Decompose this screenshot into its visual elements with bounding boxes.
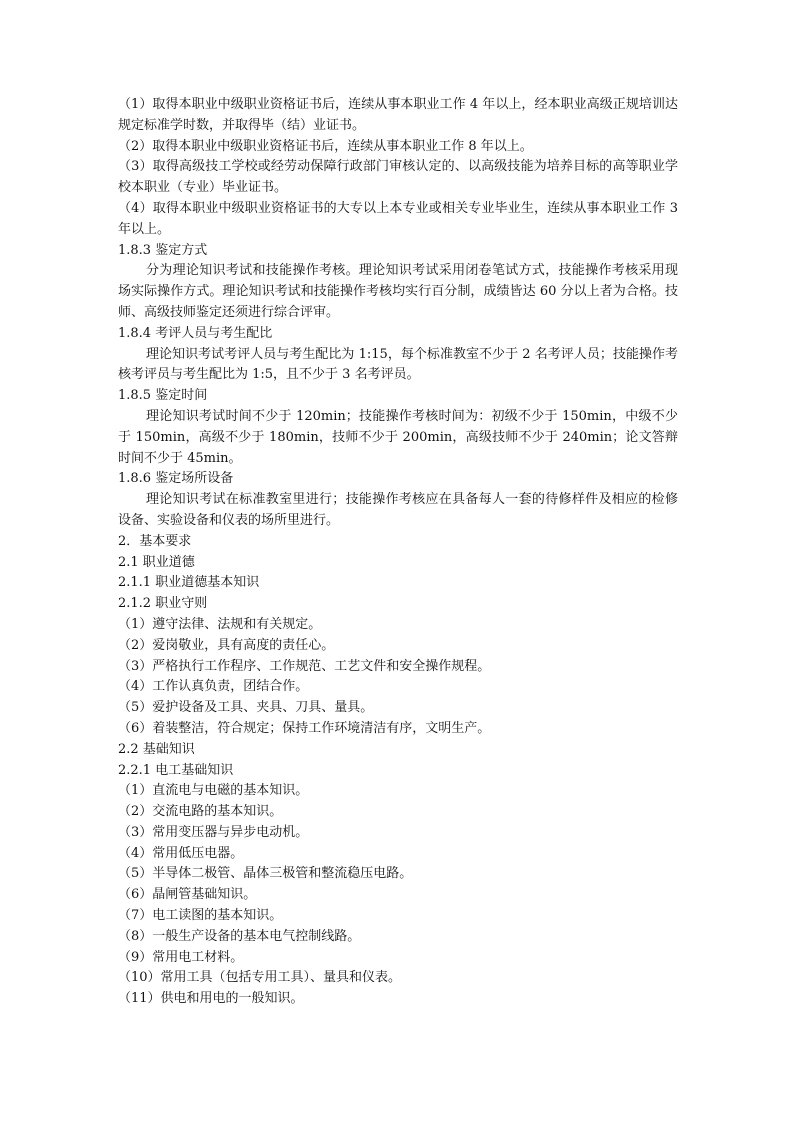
conduct-item-1: （1）遵守法律、法规和有关规定。: [118, 616, 322, 632]
section-heading-2-2-1: 2.2.1 电工基础知识: [118, 762, 234, 778]
qualification-item-4: （4）取得本职业中级职业资格证书的大专以上本专业或相关专业毕业生，连续从事本职业工作 3 年以上。: [118, 200, 678, 237]
conduct-item-3: （3）严格执行工作程序、工作规范、工艺文件和安全操作规程。: [118, 658, 491, 674]
electrical-item-2: （2）交流电路的基本知识。: [118, 804, 283, 820]
section-heading-1-8-5: 1.8.5 鉴定时间: [118, 388, 208, 404]
section-heading-1-8-3: 1.8.3 鉴定方式: [118, 242, 208, 258]
electrical-item-7: （7）电工读图的基本知识。: [118, 908, 283, 924]
section-heading-2-1: 2.1 职业道德: [118, 554, 195, 570]
section-body-1-8-3: 分为理论知识考试和技能操作考核。理论知识考试采用闭卷笔试方式，技能操作考核采用现场实际操作方式。理论知识考试和技能操作考核均实行百分制，成绩皆达 60 分以上者为合格。技师、高级技师鉴定还须进行综合评审。: [118, 263, 678, 320]
conduct-item-2: （2）爱岗敬业，具有高度的责任心。: [118, 637, 335, 653]
section-body-1-8-6: 理论知识考试在标准教室里进行；技能操作考核应在具备每人一套的待修样件及相应的检修设备、实验设备和仪表的场所里进行。: [118, 492, 678, 528]
conduct-item-5: （5）爱护设备及工具、夹具、刀具、量具。: [118, 700, 374, 716]
electrical-item-4: （4）常用低压电器。: [118, 845, 244, 861]
section-heading-2: 2．基本要求: [118, 533, 192, 549]
electrical-item-1: （1）直流电与电磁的基本知识。: [118, 783, 309, 799]
qualification-item-3: （3）取得高级技工学校或经劳动保障行政部门审核认定的、以高级技能为培养目标的高等职业学校本职业（专业）毕业证书。: [118, 159, 678, 196]
electrical-item-9: （9）常用电工材料。: [118, 949, 244, 965]
section-body-1-8-5: 理论知识考试时间不少于 120min；技能操作考核时间为：初级不少于 150min，中级不少于 150min，高级不少于 180min，技师不少于 200min，高级技师不少于 240min；论文答辩时间不少于 45min。: [118, 408, 678, 466]
electrical-item-8: （8）一般生产设备的基本电气控制线路。: [118, 928, 361, 944]
section-heading-1-8-4: 1.8.4 考评人员与考生配比: [118, 325, 273, 341]
section-heading-2-1-1: 2.1.1 职业道德基本知识: [118, 575, 260, 591]
document-page: [118, 95, 678, 1010]
qualification-item-2: （2）取得本职业中级职业资格证书后，连续从事本职业工作 8 年以上。: [118, 138, 533, 154]
electrical-item-10: （10）常用工具（包括专用工具）、量具和仪表。: [118, 970, 402, 986]
conduct-item-6: （6）着装整洁，符合规定；保持工作环境清洁有序，文明生产。: [118, 720, 491, 736]
section-body-1-8-4: 理论知识考试考评人员与考生配比为 1:15，每个标准教室不少于 2 名考评人员；技能操作考核考评员与考生配比为 1:5，且不少于 3 名考评员。: [118, 346, 678, 383]
section-heading-2-1-2: 2.1.2 职业守则: [118, 596, 208, 612]
electrical-item-11: （11）供电和用电的一般知识。: [118, 991, 304, 1007]
electrical-item-3: （3）常用变压器与异步电动机。: [118, 824, 309, 840]
section-heading-2-2: 2.2 基础知识: [118, 741, 195, 757]
section-heading-1-8-6: 1.8.6 鉴定场所设备: [118, 471, 234, 487]
electrical-item-5: （5）半导体二极管、晶体三极管和整流稳压电路。: [118, 866, 413, 882]
electrical-item-6: （6）晶闸管基础知识。: [118, 887, 257, 903]
qualification-item-1: （1）取得本职业中级职业资格证书后，连续从事本职业工作 4 年以上，经本职业高级正规培训达规定标准学时数，并取得毕（结）业证书。: [118, 97, 678, 133]
conduct-item-4: （4）工作认真负责，团结合作。: [118, 679, 309, 695]
